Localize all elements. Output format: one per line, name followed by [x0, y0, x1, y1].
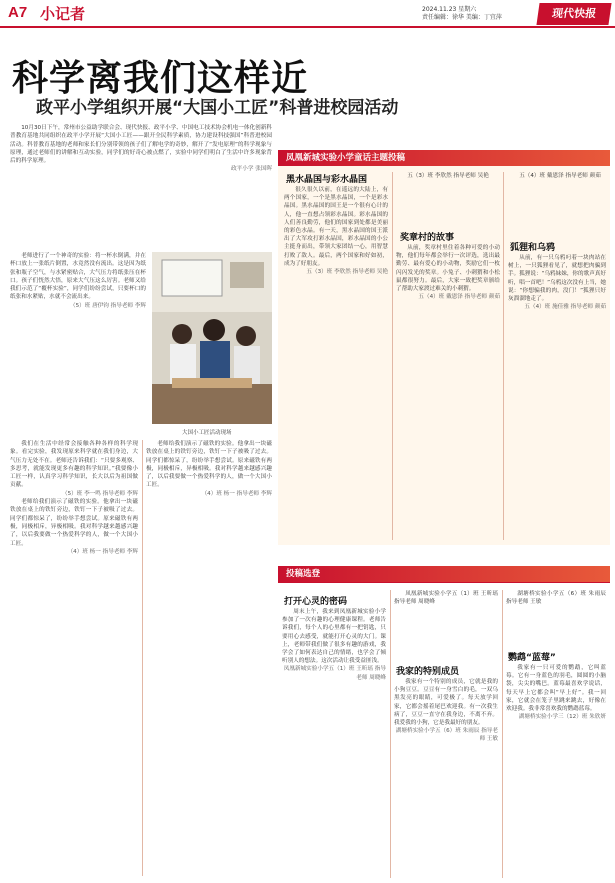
left-article-col3-byline: （4）班 杨一 指导老师 李辉 [67, 548, 138, 555]
submit-article1-byline: 凤凰新城实验小学五（1）班 王昕瑶 指导老师 周晓峰 [283, 666, 386, 681]
box-article3-byline: 五（4）班 施佳雅 指导老师 颜茹 [524, 304, 606, 311]
photo-caption: 大国小工匠活动现场 [182, 430, 232, 436]
publication-editors: 责任编辑：徐华 美编：丁宜萍 [422, 14, 502, 21]
box-article1-continued [396, 172, 500, 224]
submit-article2-intro-text: 湖塘桥实验小学五（6）班 朱雨辰 指导老师 王敏 [506, 591, 606, 606]
left-article-col3-text: 老师给我们演示了磁铁的实验。他拿出一块磁铁放在桌上的铁钉旁边，铁钉一下子被吸了过去。同学们都惊呆了，纷纷举手想尝试。原来磁铁有两极，同极相斥，异极相吸。我对科学越来越感兴趣了，以后我要做一个热爱科学的人，做一个大国小工匠。 [10, 499, 138, 547]
left-article-col4-text: 老师给我们演示了磁铁的实验。他拿出一块磁铁放在桌上的铁钉旁边，铁钉一下子被吸了过去。同学们都惊呆了，纷纷举手想尝试。原来磁铁有两极，同极相斥，异极相吸。我对科学越来越感兴趣了，以后我要做一个热爱科学的人，做一个大国小工匠。 [146, 441, 272, 489]
submit-divider-2 [502, 590, 503, 878]
box-divider-2 [503, 172, 504, 540]
submit-article2 [394, 678, 498, 878]
intro-text-block [10, 124, 272, 242]
left-article-col2-byline: （5）班 李一鸣 指导老师 李辉 [61, 490, 138, 497]
box-article3-text: 从前，有一只乌鸦叼着一块肉站在树上，一只狐狸看见了，就想把肉骗到手。狐狸说：“乌鸦妹妹，你的歌声真好听，唱一首吧！”乌鸦这次没有上当，她说：“你想骗我的肉，没门！”狐狸只好灰溜溜地走了。 [508, 255, 606, 303]
submit-article1-continued-text: 凤凰新城实验小学五（1）班 王昕瑶 指导老师 周晓峰 [394, 591, 498, 606]
intro-byline: 政平小学 张国晖 [231, 166, 272, 173]
submit-article2-intro [506, 590, 606, 642]
page-number: A7 [8, 4, 28, 21]
submit-divider-1 [390, 590, 391, 878]
left-article-col1-text: 老师进行了一个神奇的实验：将一杯水倒满，并在杯口放上一张纸片倒置，水竟然没有流出。这是因为纸张和瓶子空气，与水紧密贴合，大气压力将纸张压在杯口。孩子们恍然大悟，原来大气压这么厉害。老师又给我们示范了“覆杯实验”，同学们纷纷尝试，只要杯口的纸张和水紧贴，水就不会流出来。 [10, 253, 146, 301]
left-article-col4 [146, 440, 272, 876]
left-article-col4-byline: （4）班 杨一 指导老师 李辉 [201, 490, 272, 497]
fairy-tale-box-title: 凤凰新城实验小学童话主题投稿 [278, 150, 610, 166]
column-divider [142, 440, 143, 876]
box-article3 [508, 254, 606, 540]
box-article2-title: 奖章村的故事 [400, 233, 455, 243]
left-article-col1 [10, 252, 146, 430]
submit-article3 [506, 664, 606, 878]
page-header [0, 0, 615, 28]
box-article1-text: 很久很久以前，在遥远的大陆上，有两个国家，一个是黑水晶国，一个是彩水晶国。黑水晶国的国王是一个很有心计的人，他一直想占领彩水晶国。彩水晶国的人们善良勤劳，他们的国家到处都是美丽的彩色水晶。有一天，黑水晶国的国王派出了大军攻打彩水晶国，彩水晶国的小公主挺身而出，带领大家团结一心，用智慧打败了敌人。最后，两个国家和好如初，成为了好朋友。 [284, 187, 388, 267]
box-article2-byline: 五（4）班 戴恩泽 指导老师 颜茹 [418, 294, 500, 301]
submit-article1 [282, 608, 386, 878]
left-article-col2-text: 我们在生活中经常会接触各种各样的科学现象。看完实验，我发现原来科学就在我们身边，大气压力无处不在。老师还告诉我们：“只要多观察、多思考，就能发现更多有趣的科学知识。”我要像小工匠一样，认真学习科学知识，长大以后为祖国做贡献。 [10, 441, 138, 489]
box-article3-title: 狐狸和乌鸦 [510, 243, 556, 253]
publication-date: 2024.11.23 星期六 [422, 6, 477, 13]
submit-article2-title: 我家的特别成员 [396, 667, 460, 677]
box-article2-text: 从前，奖章村里住着各种可爱的小动物，他们每年都会举行一次评选，选出最勤劳、最有爱心的小动物，奖励它们一枚闪闪发光的奖章。小兔子、小刺猬和小松鼠都很努力。最后，大家一致把奖章颁给了帮助大家渡过难关的小刺猬。 [396, 245, 500, 293]
box-article2 [396, 244, 500, 540]
box-article1-title: 黑水晶国与彩水晶国 [286, 175, 368, 185]
event-photo [152, 252, 272, 424]
submit-article1-text: 周末上午，我来到凤凰新城实验小学参加了一次有趣的心理健康课程。老师告诉我们，每个人的心里都有一把钥匙，只要用心去感受，就能打开心灵的大门。课上，老师带我们做了很多有趣的游戏，我学会了如何表达自己的情绪，也学会了倾听别人的想法。这次活动让我受益匪浅。 [282, 609, 386, 665]
left-article-col2 [10, 440, 138, 876]
box-divider-1 [392, 172, 393, 540]
submissions-section-title: 投稿选登 [278, 566, 610, 582]
submit-article3-byline: 湖塘桥实验小学三（12）班 朱欣妍 [518, 714, 606, 721]
intro-paragraph: 10月30日下午，常州市公益助学联合会、现代快报、政平小学、中国电工技术协会机电一体化创新科普教育基地共同组织在政平小学开展“大国小工匠——跟开全民科学素质，协力建设科技强国”科普进校园活动。科普教育基地的老师和家长们分别带领的孩子们了解电学的奇妙，解开了“发电原理”的科学现象与原理，通过老师们的讲解和互动实验，同学们的好奇心被点燃了，实验中同学们明白了生活中许多现象背后的科学原理。 [10, 125, 272, 165]
newspaper-logo: 现代快报 [536, 3, 611, 25]
submit-article2-text: 我家有一个特别的成员，它就是我的小狗豆豆。豆豆有一身雪白的毛，一双乌黑发亮的眼睛，可爱极了。每天放学回家，它都会摇着尾巴欢迎我。有一次我生病了，豆豆一直守在我身边，不离不弃。我爱我的小狗，它是我最好的朋友。 [394, 679, 498, 727]
publication-info [422, 6, 532, 22]
main-headline: 科学离我们这样近 [12, 57, 309, 99]
classroom-photo-illustration [152, 252, 272, 424]
submit-article2-byline: 湖塘桥实验小学五（6）班 朱雨辰 指导老师 王敏 [395, 728, 498, 743]
submit-article3-text: 我家有一只可爱的鹦鹉，它叫蓝莓。它有一身蓝色的羽毛，圆圆的小脑袋，尖尖的嘴巴。蓝莓最喜欢学说话，每天早上它都会叫“早上好”。我一回家，它就会在笼子里跳来跳去，好像在欢迎我。我非常喜欢我的鹦鹉蓝莓。 [506, 665, 606, 713]
submit-article1-title: 打开心灵的密码 [284, 597, 348, 607]
box-article1-byline: 五（3）班 李欣然 指导老师 吴艳 [306, 269, 388, 276]
main-subheadline: 政平小学组织开展“大国小工匠”科普进校园活动 [36, 98, 399, 118]
submit-article1-continued [394, 590, 498, 658]
box-article1-continued-text: 五（3）班 李欣然 指导老师 吴艳 [407, 173, 489, 179]
box-article2-intro-text: 五（4）班 戴恩泽 指导老师 颜茹 [519, 173, 601, 179]
submissions-rule [278, 582, 610, 583]
box-article2-intro [508, 172, 606, 224]
submit-article3-title: 鹦鹉“蓝莓” [508, 653, 556, 663]
section-title: 小记者 [40, 5, 86, 23]
box-article1 [284, 186, 388, 540]
left-article-col1-byline: （5）班 唐伊钧 指导老师 李辉 [69, 302, 146, 309]
